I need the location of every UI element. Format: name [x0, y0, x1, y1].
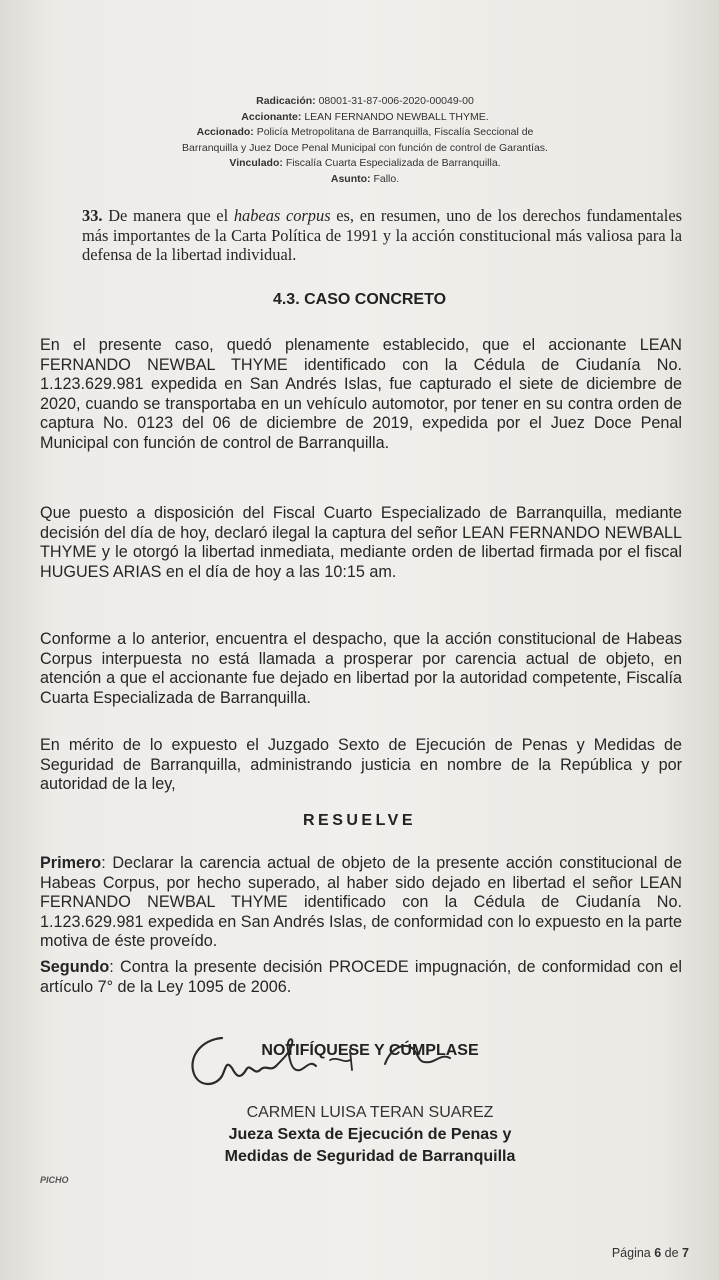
case-header: [110, 94, 620, 187]
paragraph-caso-2: Que puesto a disposición del Fiscal Cuarto Especializado de Barranquilla, mediante decisión del día de hoy, declaró ilegal la captura del señor LEAN FERNANDO NEWBALL THYME y le otorgó la libertad inmediata, mediante orden de libertad firmada por el fiscal HUGUES ARIAS en el día de hoy a las 10:15 am.: [40, 504, 682, 581]
header-line-accionante: Accionante: LEAN FERNANDO NEWBALL THYME.: [241, 110, 489, 123]
signer-title-2: Medidas de Seguridad de Barranquilla: [224, 1148, 516, 1165]
resuelve-title: RESUELVE: [302, 812, 417, 829]
signer-name: CARMEN LUISA TERAN SUAREZ: [246, 1104, 494, 1121]
paragraph-33: 33. De manera que el habeas corpus es, en resumen, uno de los derechos fundamentales más importantes de la Carta Política de 1991 y la acción constitucional más valiosa para la defensa de la libertad individual.: [82, 206, 682, 265]
segundo-paragraph: Segundo: Contra la presente decisión PROCEDE impugnación, de conformidad con el artículo 7° de la Ley 1095 de 2006.: [40, 958, 682, 996]
header-line-radicacion: Radicación: 08001-31-87-006-2020-00049-00: [256, 95, 474, 107]
signer-block: [150, 1102, 590, 1168]
paragraph-caso-1: En el presente caso, quedó plenamente establecido, que el accionante LEAN FERNANDO NEWBAL THYME identificado con la Cédula de Ciudanía No. 1.123.629.981 expedida en San Andrés Islas, fue capturado el siete de diciembre de 2020, cuando se transportaba en un vehículo automotor, por tener en su contra orden de captura No. 0123 del 06 de diciembre de 2019, expedida por el Juez Doce Penal Municipal con función de control de Barranquilla.: [40, 336, 682, 452]
signer-title-1: Jueza Sexta de Ejecución de Penas y: [228, 1126, 512, 1143]
header-line-accionado: Accionado: Policía Metropolitana de Barranquilla, Fiscalía Seccional de: [196, 126, 534, 138]
typist-initials: PICHO: [40, 1175, 69, 1185]
paragraph-caso-3: Conforme a lo anterior, encuentra el despacho, que la acción constitucional de Habeas Corpus interpuesta no está llamada a prosperar por carencia actual de objeto, en atención a que el accionante fue dejado en libertad por la autoridad competente, Fiscalía Cuarta Especializada de Barranquilla.: [40, 630, 682, 707]
header-line-vinculado: Vinculado: Fiscalía Cuarta Especializada de Barranquilla.: [229, 157, 501, 169]
page-number: Página 6 de 7: [611, 1246, 689, 1260]
primero-paragraph: Primero: Declarar la carencia actual de objeto de la presente acción constitucional de Habeas Corpus, por hecho superado, al haber sido dejado en libertad el señor LEAN FERNANDO NEWBAL THYME identificado con la Cédula de Ciudanía No. 1.123.629.981 expedida en San Andrés Islas, de conformidad con lo expuesto en la parte motiva de éste proveído.: [40, 854, 682, 951]
paragraph-caso-4: En mérito de lo expuesto el Juzgado Sexto de Ejecución de Penas y Medidas de Seguridad de Barranquilla, administrando justicia en nombre de la República y por autoridad de la ley,: [40, 736, 682, 794]
header-line-asunto: Asunto: Fallo.: [330, 172, 400, 185]
closing-formula: NOTIFÍQUESE Y CÚMPLASE: [261, 1042, 479, 1059]
handwritten-signature: [180, 1030, 480, 1110]
header-line-accionado-cont: Barranquilla y Juez Doce Penal Municipal con función de control de Garantías.: [182, 141, 548, 154]
section-title: 4.3. CASO CONCRETO: [272, 291, 447, 308]
